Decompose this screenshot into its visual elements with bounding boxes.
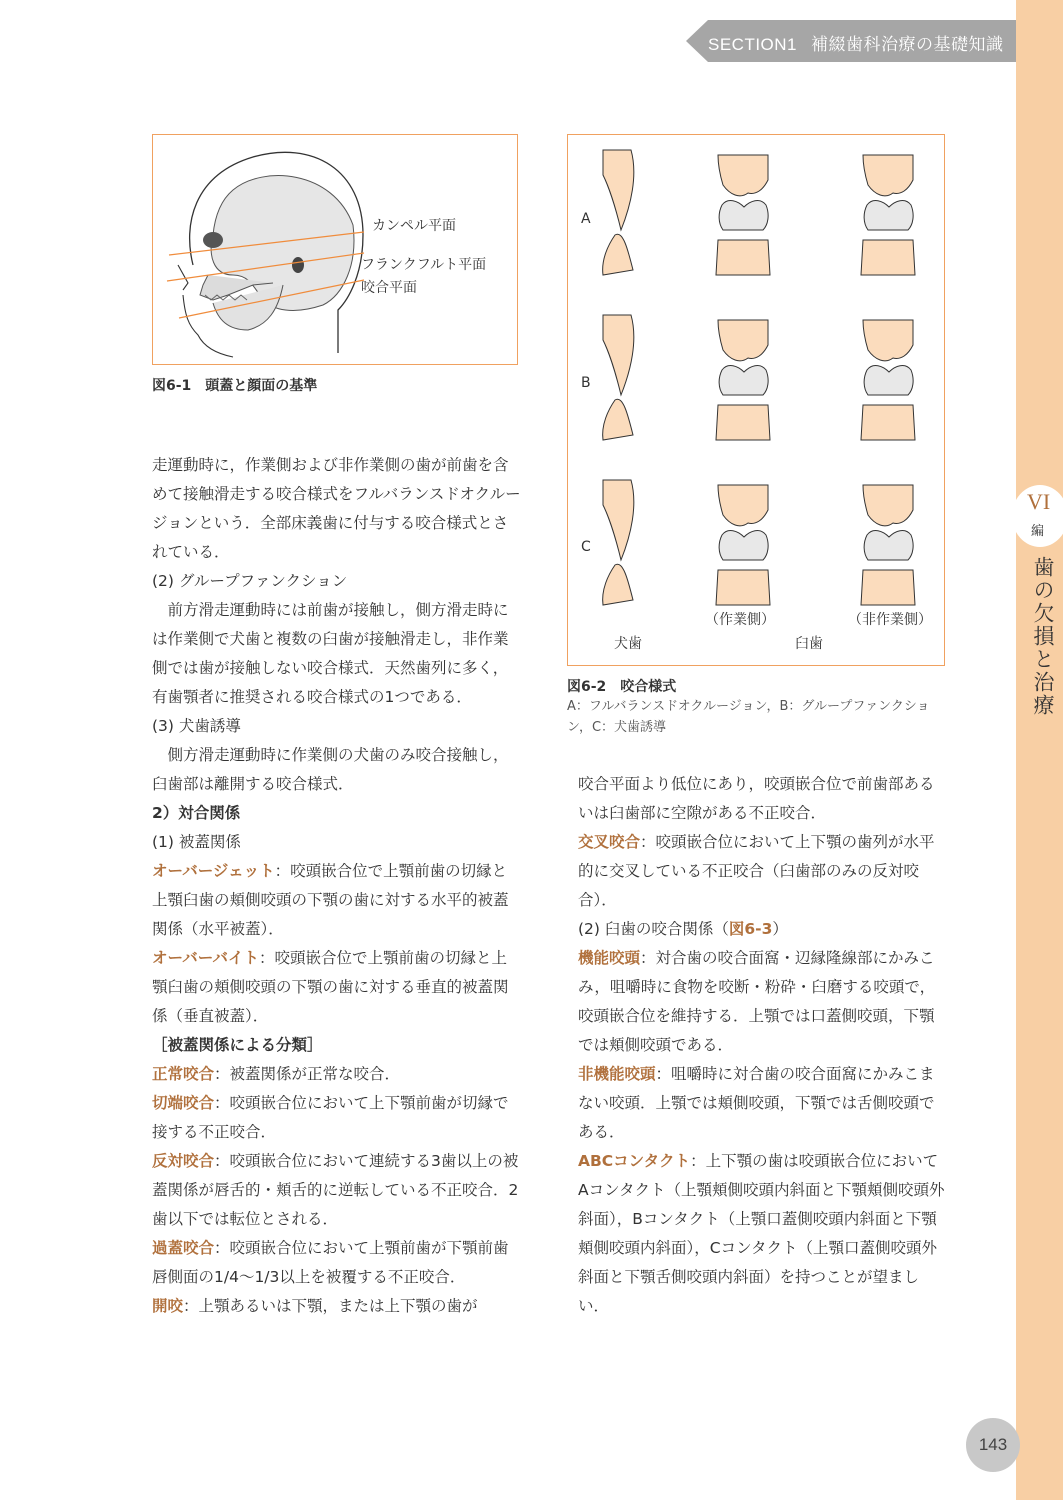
page-number: 143 <box>966 1418 1020 1472</box>
chapter-side-strip <box>1016 0 1063 1500</box>
heading-canine-guidance: (3) 犬歯誘導 <box>152 717 241 735</box>
term-label: 正常咬合 <box>152 1065 215 1083</box>
term-text: ：咬頭嵌合位で上顎前歯の切縁と上顎臼歯の頬側咬頭の下顎の歯に対する垂直的被蓋関係（垂直被蓋）． <box>152 949 509 1025</box>
term-overjet <box>152 857 522 944</box>
heading-overlap: (1) 被蓋関係 <box>152 833 241 851</box>
paragraph: 走運動時に，作業側および非作業側の歯が前歯を含めて接触滑走する咬合様式をフルバランスドオクルージョンという．全部床義歯に付与する咬合様式とされている． <box>152 456 521 561</box>
term-label: 非機能咬頭 <box>578 1065 656 1083</box>
skull-illustration <box>153 135 516 363</box>
figure-skull <box>152 134 518 365</box>
heading-text: (2) 臼歯の咬合関係（ <box>578 920 729 938</box>
row-label-a: A <box>581 211 591 227</box>
term-nonfunctional-cusp <box>578 1060 948 1147</box>
chapter-title: 歯の欠損と治療 <box>1031 556 1055 717</box>
heading-text-end: ） <box>772 920 788 938</box>
term-text: ：咬頭嵌合位において連続する3歯以上の被蓋関係が唇舌的・頬舌的に逆転している不正咬合．2歯以下では転位とされる． <box>152 1152 519 1228</box>
header-title: 補綴歯科治療の基礎知識 <box>811 35 1004 55</box>
figure2-description: A：フルバランスドオクルージョン，B：グループファンクション，C：犬歯誘導 <box>567 699 930 735</box>
chapter-unit: 編 <box>1031 524 1045 539</box>
row-label-c: C <box>581 539 591 555</box>
label-camper-plane: カンペル平面 <box>372 218 456 234</box>
heading-group-function: (2) グループファンクション <box>152 572 348 590</box>
term-text: ：咬頭嵌合位で上顎前歯の切縁と上顎臼歯の頬側咬頭の下顎の歯に対する水平的被蓋関係（水平被蓋）． <box>152 862 509 938</box>
term-label: 反対咬合 <box>152 1152 215 1170</box>
term-normal <box>152 1060 522 1089</box>
term-crossbite <box>152 1147 522 1234</box>
figure1-caption: 図6-1 頭蓋と顔面の基準 <box>152 378 318 394</box>
label-working-side: （作業側） <box>705 612 775 628</box>
term-deep-bite <box>152 1234 522 1292</box>
term-label: 機能咬頭 <box>578 949 641 967</box>
occlusion-illustration <box>568 135 943 664</box>
term-text: ：咬頭嵌合位において上下顎の歯列が水平的に交叉している不正咬合（臼歯部のみの反対咬合）． <box>578 833 935 909</box>
term-overbite <box>152 944 522 1031</box>
label-occlusal-plane: 咬合平面 <box>361 280 417 296</box>
term-open-bite <box>152 1292 522 1321</box>
chapter-number: VI <box>1027 489 1051 514</box>
term-scissors-bite <box>578 828 948 915</box>
running-header <box>708 30 1004 55</box>
term-text: ：上顎あるいは下顎，または上下顎の歯が <box>183 1297 478 1315</box>
figure-occlusion <box>567 134 945 666</box>
term-functional-cusp <box>578 944 948 1060</box>
figure2-caption: 図6-2 咬合様式 <box>567 679 677 695</box>
term-label: 交叉咬合 <box>578 833 641 851</box>
term-text: ：咀嚼時に対合歯の咬合面窩にかみこまない咬頭．上顎では頬側咬頭，下顎では舌側咬頭である． <box>578 1065 935 1141</box>
paragraph: 咬合平面より低位にあり，咬頭嵌合位で前歯部あるいは臼歯部に空隙がある不正咬合． <box>578 775 935 822</box>
term-label: 過蓋咬合 <box>152 1239 215 1257</box>
left-column <box>152 451 522 1321</box>
label-nonworking-side: （非作業側） <box>848 612 932 628</box>
figure-reference: 図6-3 <box>728 920 773 938</box>
right-column <box>578 770 948 1321</box>
term-text: ：被蓋関係が正常な咬合． <box>214 1065 401 1083</box>
paragraph: 側方滑走運動時に作業側の犬歯のみ咬合接触し，臼歯部は離開する咬合様式． <box>152 746 509 793</box>
header-section: SECTION1 <box>708 35 798 54</box>
label-molar: 臼歯 <box>795 636 823 652</box>
heading-classification: ［被蓋関係による分類］ <box>152 1036 323 1054</box>
term-text: ：咬頭嵌合位において上下顎前歯が切縁で接する不正咬合． <box>152 1094 509 1141</box>
label-canine: 犬歯 <box>614 636 642 652</box>
term-edge-to-edge <box>152 1089 522 1147</box>
heading-occlusal-relation: 2）対合関係 <box>152 804 241 822</box>
row-label-b: B <box>581 375 591 391</box>
term-label: 切端咬合 <box>152 1094 215 1112</box>
term-label: オーバージェット <box>152 862 275 880</box>
term-text: ：対合歯の咬合面窩・辺縁隆線部にかみこみ，咀嚼時に食物を咬断・粉砕・臼磨する咬頭で，咬頭嵌合位を維持する．上顎では口蓋側咬頭，下顎では頬側咬頭である． <box>578 949 936 1054</box>
term-label: ABCコンタクト <box>578 1152 691 1170</box>
label-frankfort-plane: フランクフルト平面 <box>361 257 487 273</box>
heading-molar-relation <box>578 915 948 944</box>
term-label: 開咬 <box>152 1297 184 1315</box>
term-abc-contact <box>578 1147 948 1321</box>
term-text: ：上下顎の歯は咬頭嵌合位においてAコンタクト（上顎頬側咬頭内斜面と下顎頬側咬頭外斜面），Bコンタクト（上顎口蓋側咬頭内斜面と下顎頬側咬頭内斜面），Cコンタクト（上顎口蓋側咬頭外斜面と下顎舌側咬頭内斜面）を持つことが望ましい． <box>578 1152 945 1315</box>
term-text: ：咬頭嵌合位において上顎前歯が下顎前歯唇側面の1/4〜1/3以上を被覆する不正咬合． <box>152 1239 509 1286</box>
term-label: オーバーバイト <box>152 949 259 967</box>
paragraph: 前方滑走運動時には前歯が接触し，側方滑走時には作業側で犬歯と複数の臼歯が接触滑走し，非作業側では歯が接触しない咬合様式．天然歯列に多く，有歯顎者に推奨される咬合様式の1つである． <box>152 601 509 706</box>
